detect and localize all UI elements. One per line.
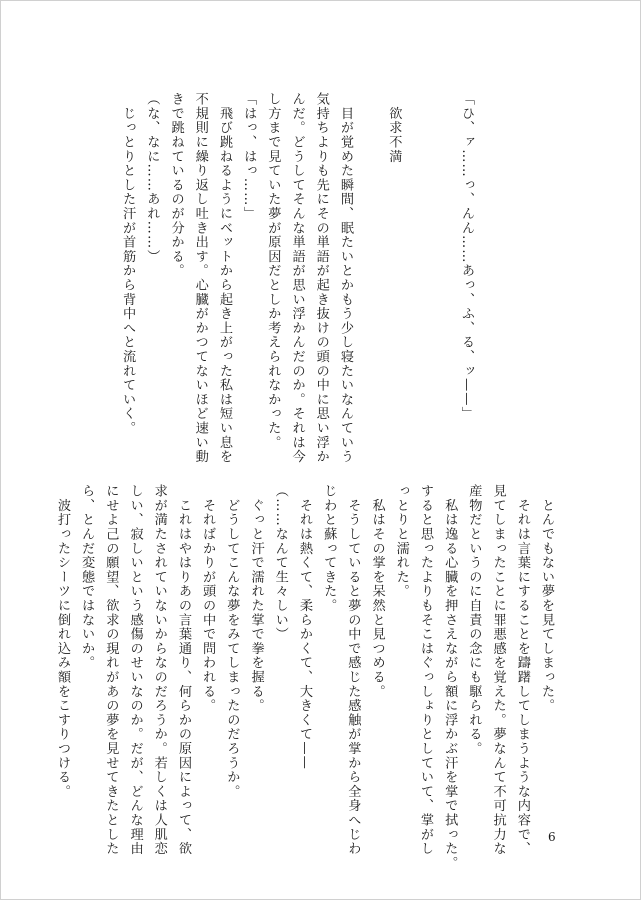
text-line: 産物だというのに自責の念にも駆られる。 xyxy=(466,484,482,756)
text-line xyxy=(430,92,454,432)
text-line: きで跳ねているのが分かる。 xyxy=(168,92,184,278)
text-line: 気持ちよりも先にその単語が起き抜けの頭の中に思い浮か xyxy=(313,92,329,464)
page-number: 6 xyxy=(548,830,556,844)
text-line: （な、なに……あれ……） xyxy=(144,92,160,264)
text-line: し方まで見ていた夢が原因だとしか考えられなかった。 xyxy=(265,92,281,450)
text-line xyxy=(405,92,429,432)
text-line: んだ。どうしてそんな単語が思い浮かんだのか。それは今 xyxy=(289,92,305,464)
text-line: そうしていると夢の中で感じた感触が掌から全身へじわ xyxy=(345,484,361,856)
text-line: とんでもない夢を見てしまった。 xyxy=(539,484,554,713)
text-line: すると思ったよりもそこはぐっしょりとしていて、掌がし xyxy=(417,484,433,856)
text-line: それは言葉にすることを躊躇してしまうような内容で、 xyxy=(514,484,530,856)
text-line: そればかりが頭の中で問われる。 xyxy=(200,484,216,713)
text-line: にせよ己の願望、欲求の現れがあの夢を見せてきたとした xyxy=(103,484,119,856)
text-line: 波打ったシーツに倒れ込み額をこすりつける。 xyxy=(54,484,70,799)
text-line: 求が満たされていないからなのだろうか。若しくは人肌恋 xyxy=(151,484,167,856)
text-line: 私はその掌を呆然と見つめる。 xyxy=(369,484,385,699)
text-line: 目が覚めた瞬間、眠たいとかもう少し寝たいなんていう xyxy=(337,92,353,464)
text-line: っとりと濡れた。 xyxy=(393,484,409,599)
text-line: （……なんて生々しい） xyxy=(272,484,288,642)
text-line: 「ひ、ァ……っ、んん……あっ、ふ、る、ッ——」 xyxy=(459,92,474,421)
text-line: 不規則に繰り返し吐き出す。心臓がかつてないほど速い動 xyxy=(192,92,208,464)
text-line: じわと蘇ってきた。 xyxy=(321,484,337,613)
text-block-bottom xyxy=(54,484,558,871)
text-line: 「はっ、はっ……」 xyxy=(241,92,257,221)
text-line: ら、とんだ変態ではないか。 xyxy=(79,484,95,670)
text-line: しい、寂しいという感傷のせいなのか。だが、どんな理由 xyxy=(127,484,143,856)
text-line: それは熱くて、柔らかくて、大きくて—— xyxy=(296,484,312,770)
text-line: じっとりとした汗が首筋から背中へと流れていく。 xyxy=(120,92,136,436)
text-line: 欲求不満 xyxy=(386,92,402,164)
text-line: 見てしまったことに罪悪感を覚えた。夢なんて不可抗力な xyxy=(490,484,506,856)
text-block-top xyxy=(88,92,478,464)
text-line: どうしてこんな夢をみてしまったのだろうか。 xyxy=(224,484,240,799)
text-line: 飛び跳ねるようにベットから起き上がった私は短い息を xyxy=(216,92,232,464)
text-line: これはやはりあの言葉通り、何らかの原因によって、欲 xyxy=(175,484,191,856)
text-line: ぐっと汗で濡れた掌で拳を握る。 xyxy=(248,484,264,713)
text-line xyxy=(357,92,381,432)
text-line: 私は逸る心臓を押さえながら額に浮かぶ汗を掌で拭った。 xyxy=(442,484,458,871)
